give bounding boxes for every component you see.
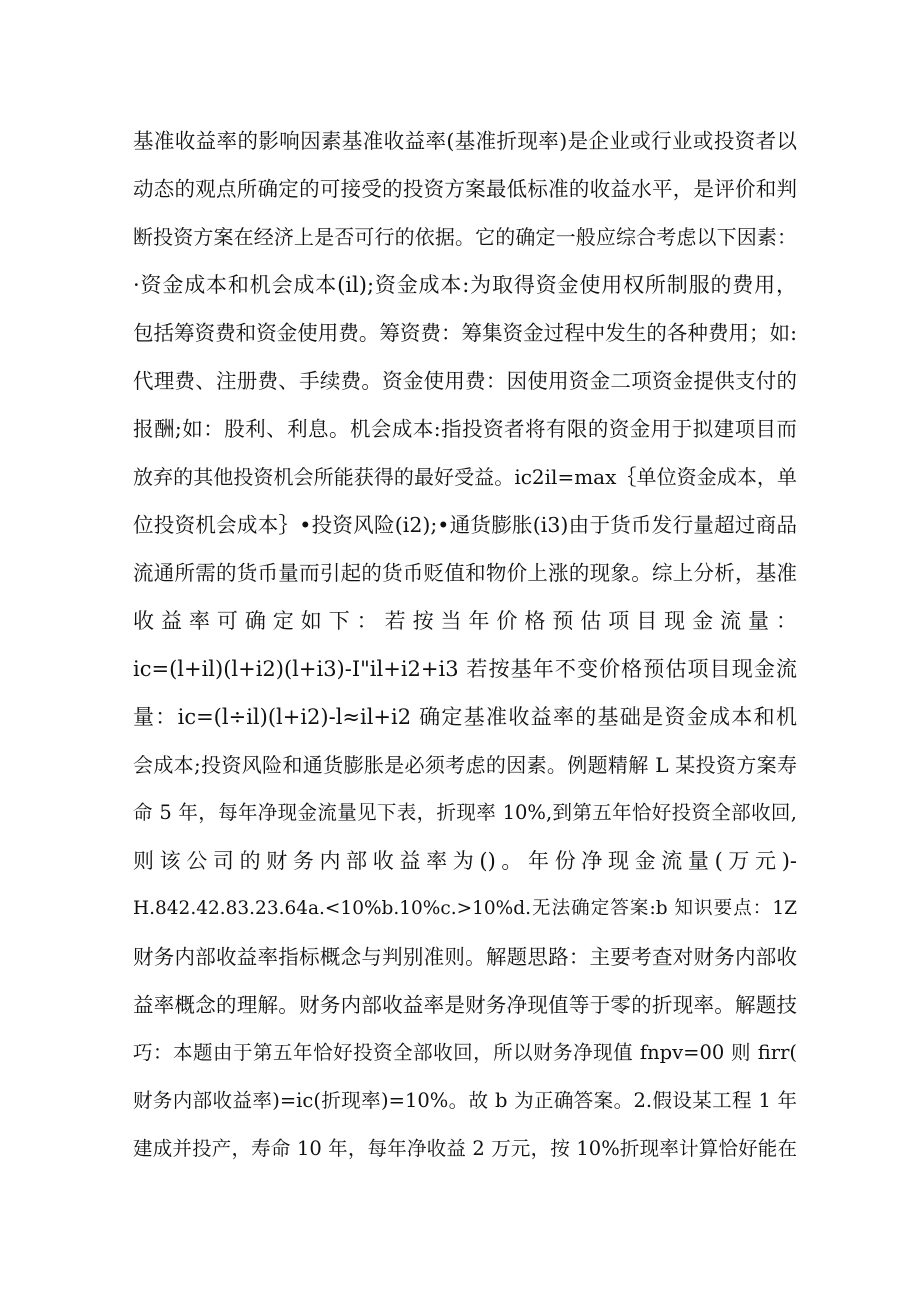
text-line: 位投资机会成本｝•投资风险(i2);•通货膨胀(i3)由于货币发行量超过商品	[133, 513, 797, 537]
text-line: 益率概念的理解。财务内部收益率是财务净现值等于零的折现率。解题技	[133, 993, 797, 1017]
text-line: H.842.42.83.23.64a.<10%b.10%c.>10%d.无法确定答案:b 知识要点：1Z	[133, 898, 797, 919]
text-line: 量：ic=(l÷il)(l+i2)-l≈il+i2 确定基准收益率的基础是资金成本和机	[133, 705, 797, 729]
text-line: ic=(l+il)(l+i2)(l+i3)-I"il+i2+i3 若按基年不变价格预估项目现金流	[133, 657, 797, 681]
text-line: 会成本;投资风险和通货膨胀是必须考虑的因素。例题精解 L 某投资方案寿	[133, 753, 797, 777]
text-line: 动态的观点所确定的可接受的投资方案最低标准的收益水平，是评价和判	[133, 177, 797, 201]
text-line: 报酬;如：股利、利息。机会成本:指投资者将有限的资金用于拟建项目而	[133, 417, 797, 441]
text-line: 收益率可确定如下：若按当年价格预估项目现金流量：	[133, 609, 797, 633]
text-line: 放弃的其他投资机会所能获得的最好受益。ic2il=max｛单位资金成本，单	[133, 465, 797, 489]
text-line: 巧：本题由于第五年恰好投资全部收回，所以财务净现值 fnpv=00 则 firr(	[133, 1041, 797, 1064]
text-line: 代理费、注册费、手续费。资金使用费：因使用资金二项资金提供支付的	[133, 369, 797, 393]
text-line: 则该公司的财务内部收益率为()。年份净现金流量(万元)-	[133, 849, 797, 873]
text-line: 流通所需的货币量而引起的货币贬值和物价上涨的现象。综上分析，基准	[133, 561, 797, 585]
text-line: 建成并投产，寿命 10 年，每年净收益 2 万元，按 10%折现率计算恰好能在	[133, 1137, 797, 1160]
text-line: 财务内部收益率)=ic(折现率)=10%。故 b 为正确答案。2.假设某工程 1 年	[133, 1089, 797, 1112]
text-line: 基准收益率的影响因素基准收益率(基准折现率)是企业或行业或投资者以	[133, 129, 797, 153]
text-line: 命 5 年，每年净现金流量见下表，折现率 10%,到第五年恰好投资全部收回,	[133, 801, 797, 824]
document-body	[133, 117, 797, 1173]
text-line: 财务内部收益率指标概念与判别准则。解题思路：主要考查对财务内部收	[133, 945, 797, 969]
text-line: 包括筹资费和资金使用费。筹资费：筹集资金过程中发生的各种费用；如:	[133, 321, 797, 345]
text-line: 断投资方案在经济上是否可行的依据。它的确定一般应综合考虑以下因素：	[133, 225, 797, 249]
text-line: ·资金成本和机会成本(il);资金成本:为取得资金使用权所制服的费用，	[133, 273, 797, 297]
